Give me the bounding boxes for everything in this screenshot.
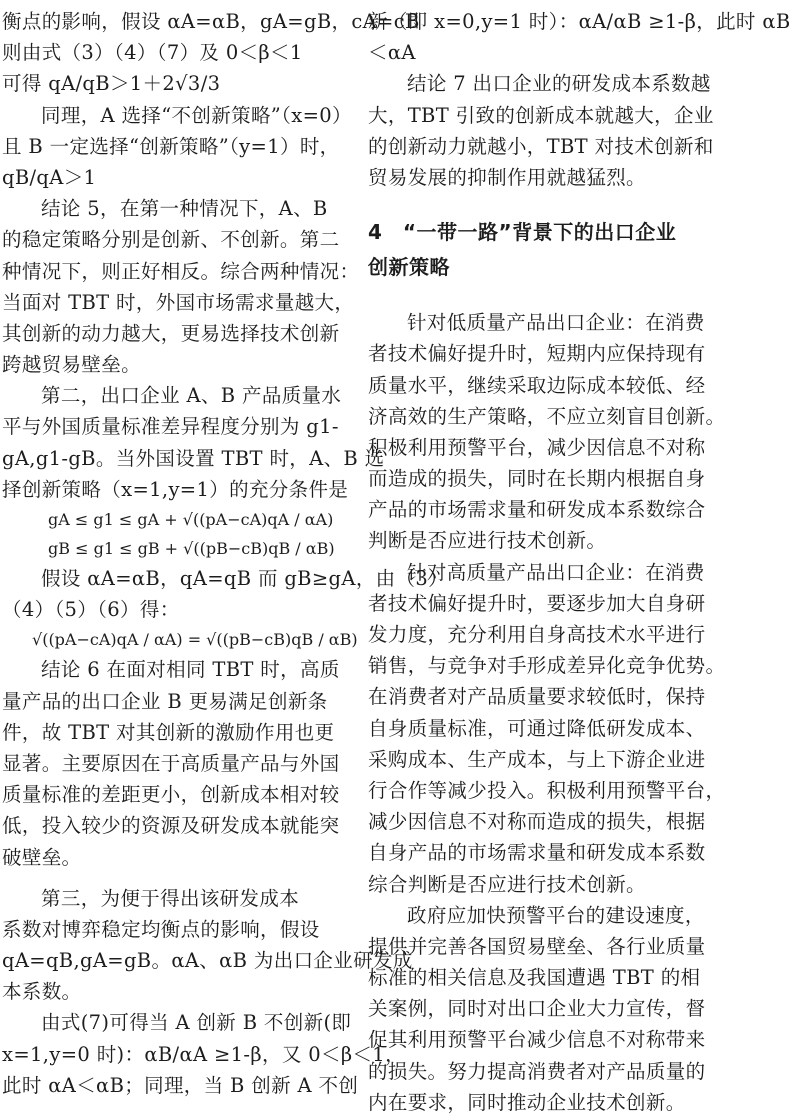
text-line: 采购成本、生产成本，与上下游企业进 [368,747,706,771]
paragraph-start: 假设 αA=αB，qA=qB 而 gB≥gA，由（3） [41,567,448,590]
right-column [368,6,791,1118]
text-line: 大，TBT 引致的创新成本就越大，企业 [368,103,714,127]
text-line: 且 B 一定选择“创新策略”（y=1）时， [2,134,340,158]
formula-line: √((pA−cA)qA / αA) = √((pB−cB)qB / αB) [32,630,358,650]
formula-line: gA ≤ g1 ≤ gA + √((pA−cA)qA / αA) [48,510,334,529]
section-heading-continued: 创新策略 [368,255,450,280]
paragraph-start: 政府应加快预警平台的建设速度， [407,903,705,927]
paragraph-start: 针对高质量产品出口企业：在消费 [407,560,705,584]
spacer [368,285,693,307]
conclusion-7-start: 结论 7 出口企业的研发成本系数越 [407,72,711,96]
text-line: 的稳定策略分别是创新、不创新。第二 [2,228,340,252]
text-line: 而造成的损失，同时在长期内根据自身 [368,467,706,491]
text-line: 贸易发展的抑制作用就越猛烈。 [368,165,646,189]
text-line: 关案例，同时对出口企业大力宣传，督 [368,997,706,1021]
text-line: 销售，与竞争对手形成差异化竞争优势。 [368,654,726,678]
text-line: 减少因信息不对称而造成的损失，根据 [368,810,706,834]
text-line: 的损失。努力提高消费者对产品质量的 [368,1059,706,1083]
text-line: gA,g1-gB。当外国设置 TBT 时，A、B 选 [2,446,385,470]
text-line: qA=qB,gA=gB。αA、αB 为出口企业研发成 [2,949,413,973]
text-line: 系数对博弈稳定均衡点的影响，假设 [2,917,320,941]
text-line: 提供并完善各国贸易壁垒、各行业质量 [368,934,706,958]
paragraph-start: 同理，A 选择“不创新策略”（x=0） [41,103,352,127]
conclusion-5-start: 结论 5，在第一种情况下，A、B [41,197,328,221]
conclusion-6-start: 结论 6 在面对相同 TBT 时，高质 [41,658,340,682]
text-line: 此时 αA＜αB；同理，当 B 创新 A 不创 [2,1073,359,1097]
text-line: 则由式（3）（4）（7）及 0＜β＜1 [2,41,303,65]
text-line: 量产品的出口企业 B 更易满足创新条 [2,689,328,713]
left-column [2,6,448,1101]
text-line: 行合作等减少投入。积极利用预警平台， [368,778,726,802]
spacer [2,873,334,883]
text-line: x=1,y=0 时)：αB/αA ≥1-β，又 0＜β＜1， [2,1042,405,1066]
text-line: 其创新的动力越大，更易选择技术创新 [2,321,340,345]
text-line: 显著。主要原因在于高质量产品与外国 [2,751,340,775]
text-line: 本系数。 [2,980,82,1004]
text-line: 新（即 x=0,y=1 时）：αA/αB ≥1-β，此时 αB [368,10,791,33]
text-line: 促其利用预警平台减少信息不对称带来 [368,1028,706,1052]
text-line: 自身产品的市场需求量和研发成本系数 [368,841,706,865]
text-line: 衡点的影响，假设 αA=αB，gA=gB，cA=cB [2,10,420,33]
text-line: 在消费者对产品质量要求较低时，保持 [368,685,706,709]
text-line: 质量水平，继续采取边际成本较低、经 [368,373,706,397]
formula-line: gB ≤ g1 ≤ gB + √((pB−cB)qB / αB) [48,539,335,558]
text-line: 自身质量标准，可通过降低研发成本、 [368,716,706,740]
text-line: 择创新策略（x=1,y=1）的充分条件是 [2,477,349,501]
spacer [368,193,693,215]
text-line: 发力度，充分利用自身高技术水平进行 [368,623,706,646]
text-line: 内在要求，同时推动企业技术创新。 [368,1090,686,1114]
text-line: 种情况下，则正好相反。综合两种情况： [2,259,360,283]
paragraph-start: 第二，出口企业 A、B 产品质量水 [41,384,342,408]
text-line: 者技术偏好提升时，要逐步加大自身研 [368,591,706,615]
formula-line: qB/qA＞1 [2,165,97,189]
text-line: 产品的市场需求量和研发成本系数综合 [368,498,706,522]
text-line: ＜αA [368,41,416,65]
section-heading: 4 “一带一路”背景下的出口企业 [368,220,677,245]
text-line: 综合判断是否应进行技术创新。 [368,872,646,896]
text-line: 质量标准的差距更小，创新成本相对较 [2,783,340,807]
text-line: 破壁垒。 [2,845,82,869]
text-line: 跨越贸易壁垒。 [2,353,141,377]
paragraph-start: 第三，为便于得出该研发成本 [41,886,300,910]
text-line: 标准的相关信息及我国遭遇 TBT 的相 [368,966,701,990]
text-line: 判断是否应进行技术创新。 [368,529,607,553]
text-line: 平与外国质量标准差异程度分别为 g1- [2,415,339,439]
paragraph-start: 由式(7)可得当 A 创新 B 不创新(即 [41,1011,352,1035]
text-line: 当面对 TBT 时，外国市场需求量越大， [2,290,355,314]
text-line: 低，投入较少的资源及研发成本就能突 [2,814,340,838]
text-line: 济高效的生产策略，不应立刻盲目创新。 [368,404,726,428]
text-line: 的创新动力就越小，TBT 对技术创新和 [368,134,714,158]
text-line: 积极利用预警平台，减少因信息不对称 [368,435,706,459]
formula-line: 可得 qA/qB＞1＋2√3/3 [2,72,221,96]
paragraph-start: 针对低质量产品出口企业：在消费 [407,311,705,335]
text-line: 者技术偏好提升时，短期内应保持现有 [368,342,706,366]
text-line: 件，故 TBT 对其创新的激励作用也更 [2,720,335,744]
text-line: （4）（5）（6）得： [2,598,180,622]
